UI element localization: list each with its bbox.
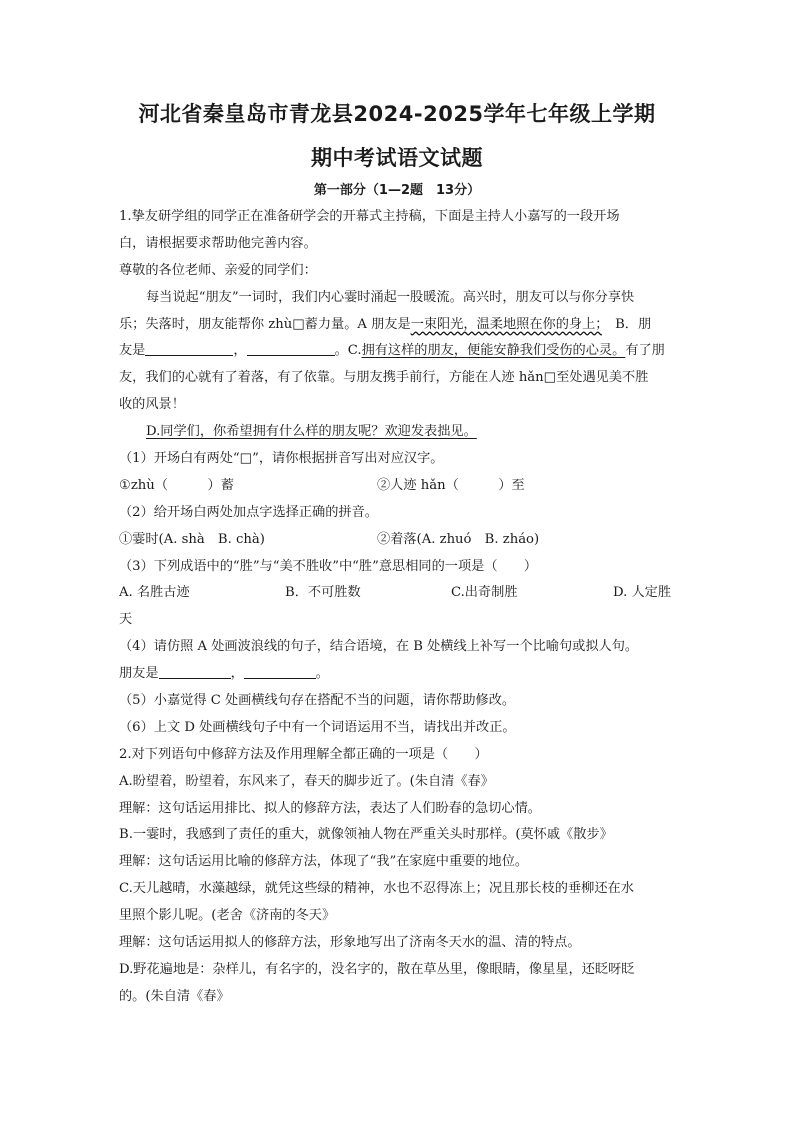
q2-explanation-c: 理解：这句话运用拟人的修辞方法，形象地写出了济南冬天水的温、清的特点。	[119, 935, 581, 951]
subquestion-2: （2）给开场白两处加点字选择正确的拼音。	[119, 504, 378, 520]
q2-option-c: C.天儿越晴，水藻越绿，就凭这些绿的精神，水也不忍得冻上；况且那长枝的垂柳还在水	[119, 881, 634, 897]
option-c: C.出奇制胜	[451, 585, 518, 601]
passage-line	[119, 338, 679, 365]
q2-explanation-b: 理解：这句话运用比喻的修辞方法，体现了“我”在家庭中重要的地位。	[119, 854, 529, 870]
underlined-sentence: D.同学们，你希望拥有什么样的朋友呢？欢迎发表拙见。	[146, 424, 477, 440]
subquestion-3-options	[119, 580, 679, 607]
option-a: A. 名胜古迹	[119, 585, 190, 601]
passage-text: ，	[233, 343, 247, 359]
option: ①霎时(A. shà B. chà)	[119, 531, 265, 547]
passage-text: B．朋	[601, 316, 652, 332]
q2-explanation-a: 理解：这句话运用排比、拟人的修辞方法，表达了人们盼春的急切心情。	[119, 800, 541, 816]
passage-text: 友是	[119, 343, 146, 359]
answer-prefix: 朋友是	[119, 666, 159, 682]
answer-end: 。	[315, 666, 329, 682]
answer-blank[interactable]	[159, 664, 231, 679]
exam-body	[119, 204, 679, 1011]
option: ②着落(A. zhuó B. zháo)	[377, 531, 540, 547]
subquestion-2-options	[119, 527, 679, 554]
wavy-underlined-sentence: 一束阳光，温柔地照在你的身上；	[410, 316, 602, 332]
passage-line: 每当说起“朋友”一词时，我们内心霎时涌起一股暖流。高兴时，朋友可以与你分享快	[146, 289, 635, 305]
option-b: B．不可胜数	[285, 585, 361, 601]
subquestion-4: （4）请仿照 A 处画波浪线的句子，结合语境，在 B 处横线上补写一个比喻句或拟人句。	[119, 639, 639, 655]
answer-sep: ，	[230, 666, 244, 682]
subquestion-6: （6）上文 D 处画横线句子中有一个词语运用不当，请找出并改正。	[119, 719, 516, 735]
passage-line: 收的风景！	[119, 397, 185, 413]
page-title: 河北省秦皇岛市青龙县2024-2025学年七年级上学期	[138, 102, 656, 126]
option-wrap: 天	[119, 612, 133, 628]
q2-option-d: 的。(朱自清《春》	[119, 988, 230, 1004]
subquestion-1-options	[119, 473, 679, 500]
greeting-line: 尊敬的各位老师、亲爱的同学们：	[119, 262, 317, 278]
option-d: D. 人定胜	[613, 585, 672, 601]
q2-stem: 2.对下列语句中修辞方法及作用理解全都正确的一项是（ ）	[119, 746, 488, 762]
answer-blank[interactable]	[145, 341, 233, 356]
q1-intro-line: 1.挚友研学组的同学正在准备研学会的开幕式主持稿，下面是主持人小嘉写的一段开场	[119, 209, 620, 224]
option: ②人迹 hǎn（ ）至	[377, 477, 525, 493]
q2-option-d: D.野花遍地是：杂样儿，有名字的，没名字的，散在草丛里，像眼睛，像星星，还眨呀眨	[119, 961, 635, 977]
q2-option-c: 里照个影儿呢。(老舍《济南的冬天》	[119, 908, 336, 924]
q2-option-b: B.一霎时，我感到了责任的重大，就像领袖人物在严重关头时那样。(莫怀戚《散步》	[119, 827, 613, 843]
q1-intro-line: 白，请根据要求帮助他完善内容。	[119, 235, 317, 251]
subquestion-5: （5）小嘉觉得 C 处画横线句存在搭配不当的问题，请你帮助修改。	[119, 693, 516, 709]
passage-text: 有了朋	[625, 343, 665, 359]
subquestion-1: （1）开场白有两处“□”，请你根据拼音写出对应汉字。	[119, 451, 444, 467]
passage-line	[119, 419, 679, 446]
page-subtitle: 期中考试语文试题	[311, 146, 483, 170]
answer-blank[interactable]	[244, 664, 316, 679]
answer-blank[interactable]	[247, 341, 335, 356]
q2-option-a: A.盼望着，盼望着，东风来了，春天的脚步近了。(朱自清《春》	[119, 773, 494, 789]
subquestion-4-answer	[119, 661, 679, 688]
option: ①zhù（ ）蓄	[119, 477, 234, 493]
passage-line: 友，我们的心就有了着落，有了依靠。与朋友携手前行，方能在人迹 hǎn□至处遇见美不胜	[119, 370, 649, 386]
subquestion-3: （3）下列成语中的“胜”与“美不胜收”中“胜”意思相同的一项是（ ）	[119, 558, 538, 574]
passage-line	[119, 312, 679, 339]
passage-text: 。C.	[334, 343, 362, 359]
passage-text: 乐；失落时，朋友能帮你 zhù□蓄力量。A 朋友是	[119, 316, 411, 332]
underlined-sentence: 拥有这样的朋友，便能安静我们受伤的心灵。	[361, 343, 626, 359]
section-heading: 第一部分（1—2题 13分）	[313, 183, 481, 198]
